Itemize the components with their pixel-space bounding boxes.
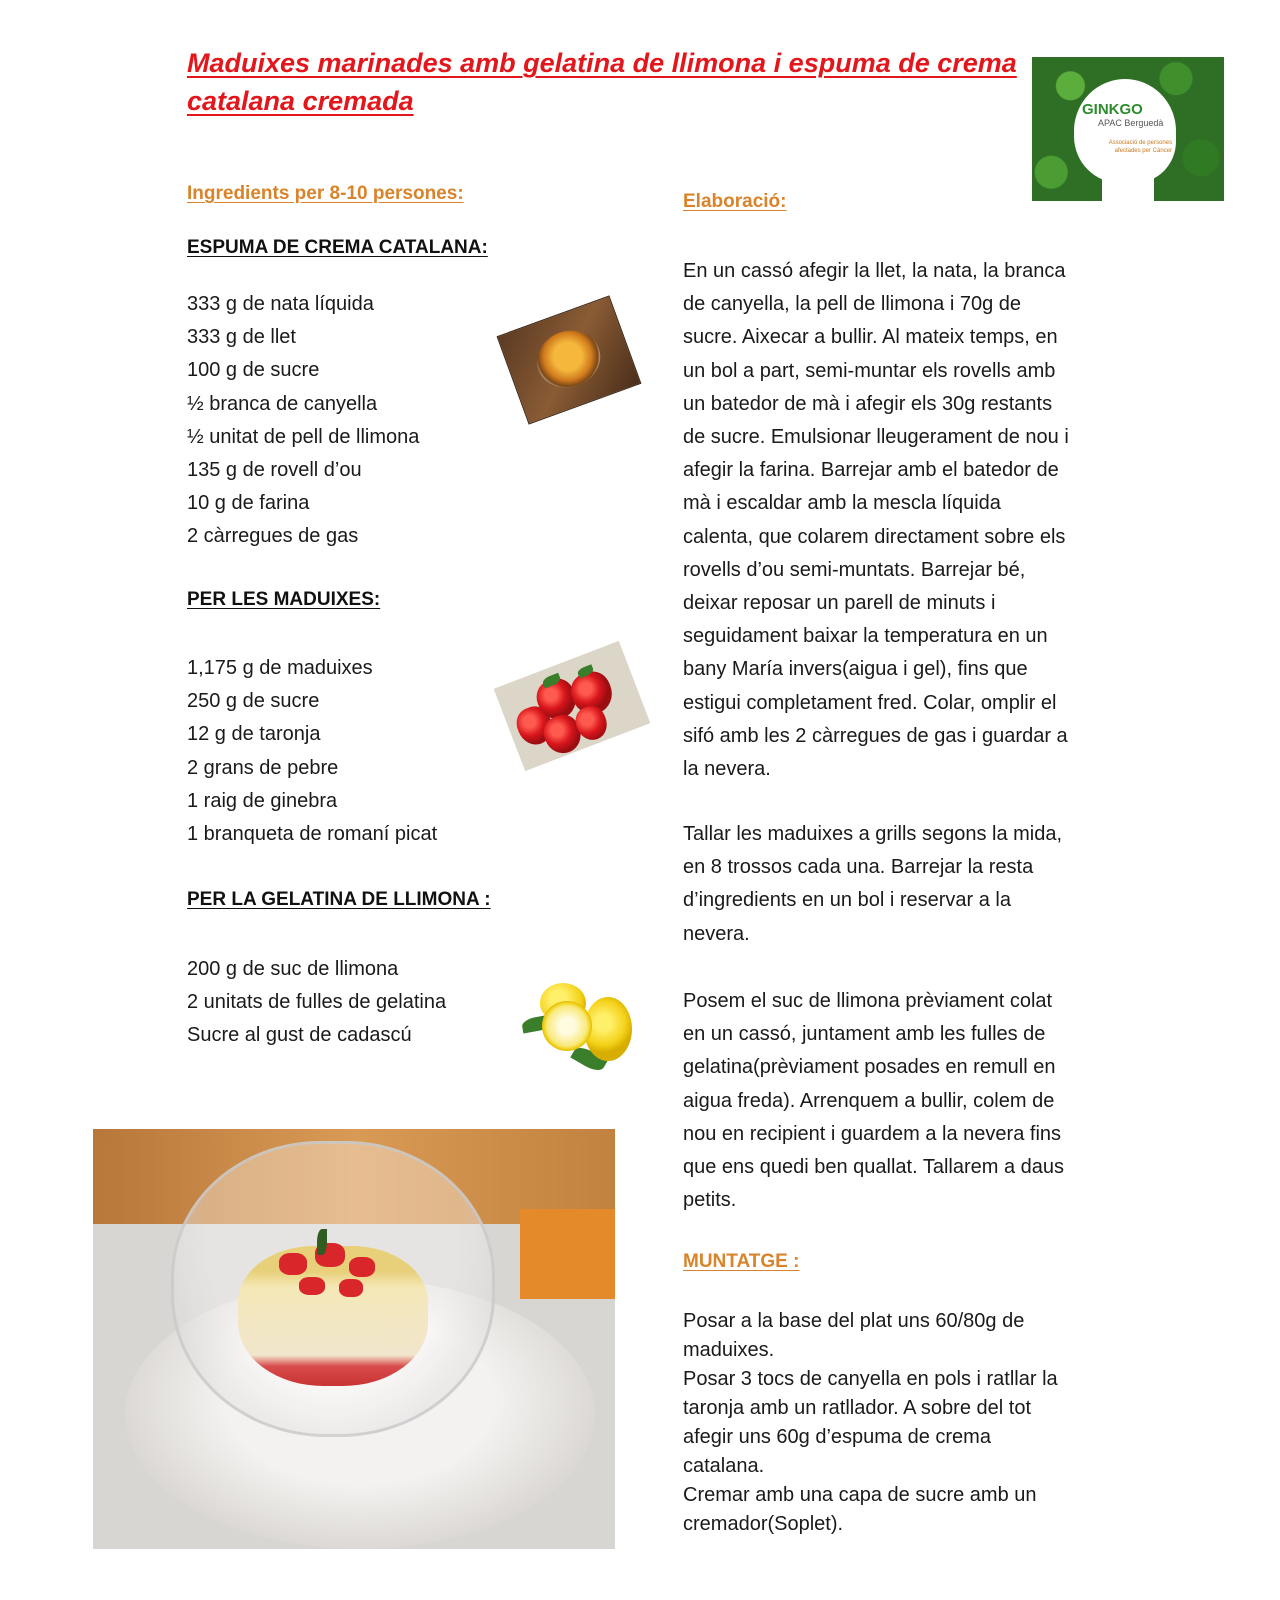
- text-line: maduixes.: [683, 1339, 775, 1361]
- text-line: nevera.: [683, 922, 750, 945]
- ingredient-list-gelatina: [187, 953, 446, 1053]
- list-item: 100 g de sucre: [187, 359, 320, 382]
- text-line: mà i escaldar amb la mescla líquida: [683, 492, 1001, 515]
- text-line: taronja amb un ratllador. A sobre del tot: [683, 1397, 1031, 1419]
- text-line: Posar a la base del plat uns 60/80g de: [683, 1310, 1025, 1332]
- ginkgo-logo: [1032, 57, 1224, 201]
- list-item: 2 càrregues de gas: [187, 525, 359, 548]
- muntatge-heading: MUNTATGE :: [683, 1251, 800, 1272]
- text-line: sucre. Aixecar a bullir. Al mateix temps, en: [683, 326, 1058, 349]
- text-line: la nevera.: [683, 758, 771, 781]
- list-item: 333 g de llet: [187, 326, 296, 349]
- text-line: nou en recipient i guardem a la nevera fins: [683, 1122, 1062, 1145]
- text-line: En un cassó afegir la llet, la nata, la branca: [683, 260, 1066, 282]
- list-item: 1 branqueta de romaní picat: [187, 823, 438, 846]
- text-line: sifó amb les 2 càrregues de gas i guardar a: [683, 724, 1068, 747]
- text-line: de canyella, la pell de llimona i 70g de: [683, 293, 1021, 316]
- text-line: gelatina(prèviament posades en remull en: [683, 1056, 1056, 1079]
- head-silhouette-neck: [1102, 167, 1154, 201]
- list-item: 10 g de farina: [187, 492, 310, 515]
- text-line: un bol a part, semi-muntar els rovells amb: [683, 359, 1056, 382]
- text-line: afegir la farina. Barrejar amb el batedor de: [683, 459, 1059, 482]
- text-line: deixar reposar un parell de minuts i: [683, 592, 996, 615]
- recipe-title: Maduixes marinades amb gelatina de llimona i espuma de crema catalana cremada: [187, 48, 1017, 116]
- lemon-slice-icon: [542, 1001, 592, 1051]
- rosemary-icon: [317, 1229, 327, 1255]
- list-item: Sucre al gust de cadascú: [187, 1024, 412, 1047]
- crema-catalana-photo: [497, 295, 642, 424]
- orange-object: [520, 1209, 615, 1299]
- text-line: cremador(Soplet).: [683, 1513, 844, 1535]
- elaboracio-paragraph-1: [683, 255, 1113, 786]
- elaboracio-paragraph-3: [683, 985, 1113, 1217]
- ingredients-heading: Ingredients per 8-10 persones:: [187, 183, 464, 204]
- muntatge-paragraph: [683, 1307, 1113, 1539]
- text-line: en un cassó, juntament amb les fulles de: [683, 1023, 1046, 1046]
- list-item: 1 raig de ginebra: [187, 789, 338, 812]
- text-line: bany María invers(aigua i gel), fins que: [683, 658, 1028, 681]
- section-heading-crema: ESPUMA DE CREMA CATALANA:: [187, 237, 488, 258]
- list-item: ½ unitat de pell de llimona: [187, 425, 420, 448]
- strawberry-piece-icon: [299, 1277, 325, 1295]
- list-item: ½ branca de canyella: [187, 392, 378, 415]
- text-line: Tallar les maduixes a grills segons la mida,: [683, 823, 1063, 845]
- text-line: un batedor de mà i afegir els 30g restants: [683, 392, 1053, 415]
- list-item: 250 g de sucre: [187, 690, 320, 713]
- lemons-photo: [520, 983, 638, 1071]
- logo-subtitle: APAC Berguedà: [1098, 118, 1164, 128]
- dessert-photo: [93, 1129, 615, 1549]
- strawberries-photo: [494, 641, 651, 771]
- text-line: rovells d’ou semi-muntats. Barrejar bé,: [683, 558, 1026, 581]
- section-heading-gelatina: PER LA GELATINA DE LLIMONA :: [187, 889, 491, 910]
- list-item: 1,175 g de maduixes: [187, 657, 373, 679]
- list-item: 12 g de taronja: [187, 723, 321, 746]
- strawberry-piece-icon: [339, 1279, 363, 1297]
- list-item: 2 grans de pebre: [187, 756, 339, 779]
- text-line: estigui completament fred. Colar, omplir el: [683, 691, 1057, 714]
- text-line: en 8 trossos cada una. Barrejar la resta: [683, 856, 1034, 879]
- text-line: afegir uns 60g d’espuma de crema: [683, 1426, 991, 1448]
- text-line: de sucre. Emulsionar lleugerament de nou i: [683, 426, 1069, 449]
- list-item: 200 g de suc de llimona: [187, 958, 399, 980]
- logo-tagline: Associació de persones afectades per Càncer: [1108, 140, 1172, 154]
- elaboracio-heading: Elaboració:: [683, 191, 787, 212]
- list-item: 333 g de nata líquida: [187, 293, 374, 315]
- text-line: d’ingredients en un bol i reservar a la: [683, 889, 1011, 912]
- elaboracio-paragraph-2: [683, 818, 1113, 951]
- strawberry-piece-icon: [279, 1253, 307, 1275]
- list-item: 2 unitats de fulles de gelatina: [187, 991, 447, 1014]
- text-line: seguidament baixar la temperatura en un: [683, 625, 1048, 648]
- cream-layer: [238, 1246, 428, 1386]
- text-line: catalana.: [683, 1455, 765, 1477]
- text-line: que ens quedi ben quallat. Tallarem a daus: [683, 1156, 1065, 1179]
- text-line: Posem el suc de llimona prèviament colat: [683, 990, 1053, 1012]
- text-line: aigua freda). Arrenquem a bullir, colem de: [683, 1089, 1055, 1112]
- strawberry-piece-icon: [349, 1257, 375, 1277]
- ingredient-list-maduixes: [187, 652, 437, 851]
- section-heading-maduixes: PER LES MADUIXES:: [187, 589, 381, 610]
- text-line: calenta, que colarem directament sobre els: [683, 525, 1066, 548]
- list-item: 135 g de rovell d’ou: [187, 459, 362, 482]
- text-line: Posar 3 tocs de canyella en pols i ratllar la: [683, 1368, 1058, 1390]
- text-line: petits.: [683, 1189, 737, 1212]
- logo-name: GINKGO: [1082, 101, 1143, 118]
- text-line: Cremar amb una capa de sucre amb un: [683, 1484, 1037, 1506]
- crema-dish-icon: [529, 322, 608, 397]
- ingredient-list-crema: [187, 288, 419, 554]
